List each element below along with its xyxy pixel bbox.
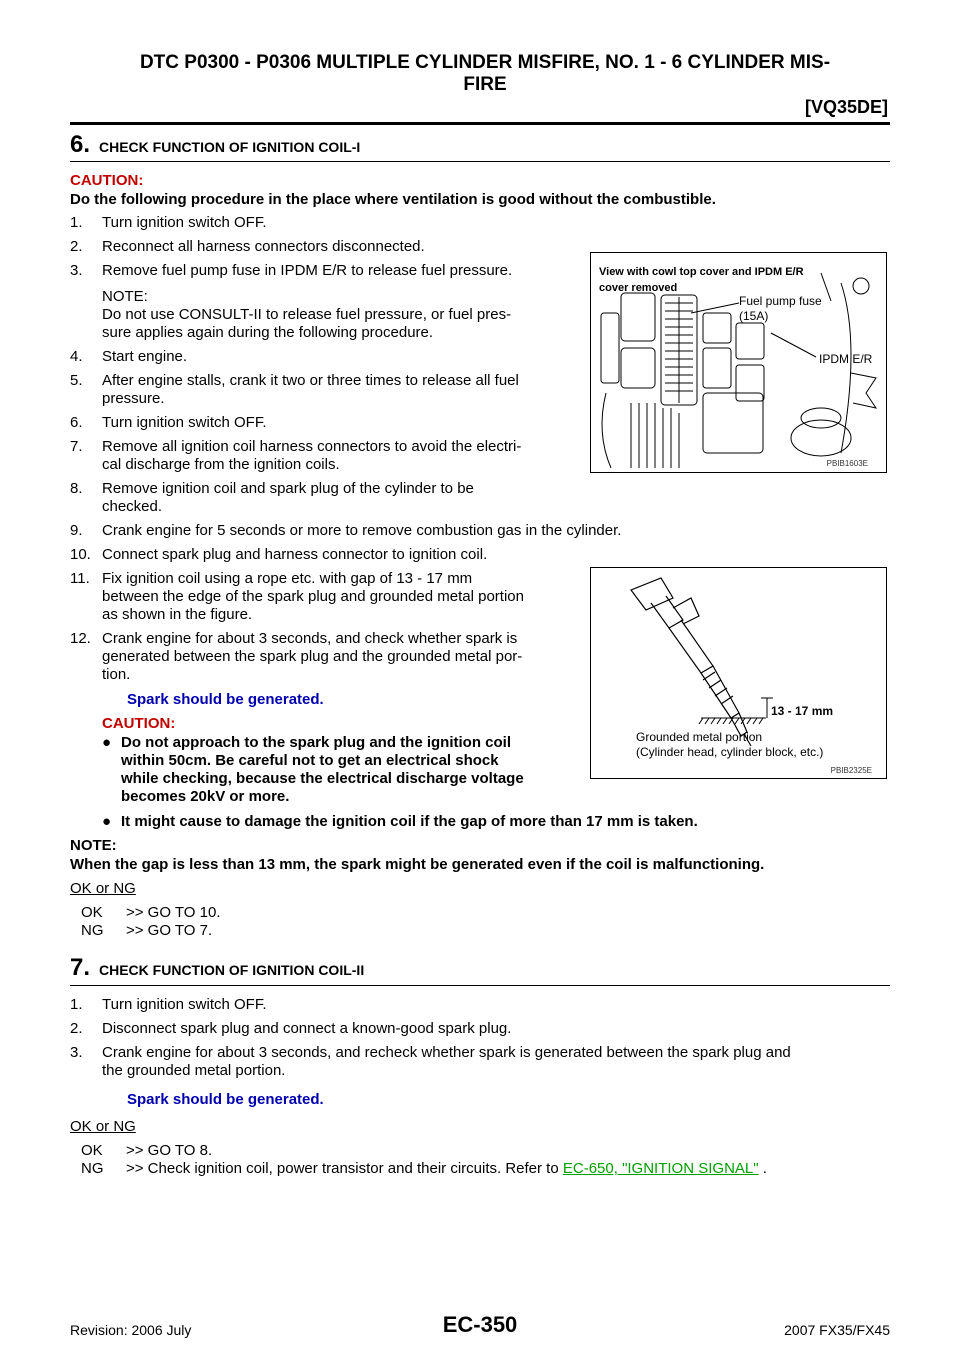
step-6-rule <box>70 161 890 162</box>
spark-gap-figure <box>590 567 887 779</box>
bullet-1-line-2: within 50cm. Be careful not to get an electrical shock <box>121 752 499 769</box>
list-item-cont: cal discharge from the ignition coils. <box>102 456 340 473</box>
ok-or-ng-label: OK or NG <box>70 1118 136 1135</box>
step-7-rule <box>70 985 890 986</box>
ipdm-label: IPDM E/R <box>819 352 873 366</box>
title-line-2: FIRE <box>463 74 507 95</box>
bullet-icon: ● <box>102 813 112 830</box>
bullet-1-line-4: becomes 20kV or more. <box>121 788 290 805</box>
step-6-number: 6. <box>70 131 91 158</box>
ignition-coil-illustration <box>591 568 886 778</box>
ok-label: OK <box>81 1142 103 1159</box>
figure-id: PBIB1603E <box>826 459 868 468</box>
ok-action: >> GO TO 8. <box>126 1142 213 1159</box>
caution-label: CAUTION: <box>70 172 144 189</box>
note-2-label: NOTE: <box>70 837 117 854</box>
note-2-text: When the gap is less than 13 mm, the spark might be generated even if the coil is malfunctioning. <box>70 856 765 873</box>
list-item-cont: generated between the spark plug and the grounded metal por- <box>102 648 523 665</box>
note-line-1: Do not use CONSULT-II to release fuel pressure, or fuel pres- <box>102 306 512 323</box>
ignition-signal-link[interactable]: EC-650, "IGNITION SIGNAL" <box>562 1160 759 1177</box>
list-item-cont: pressure. <box>102 390 165 407</box>
step-7-number: 7. <box>70 954 91 981</box>
figure-caption-1: View with cowl top cover and IPDM E/R <box>599 266 804 278</box>
bullet-1-line-3: while checking, because the electrical discharge voltage <box>121 770 524 787</box>
ipdm-illustration <box>591 253 886 472</box>
bullet-2: It might cause to damage the ignition coil if the gap of more than 17 mm is taken. <box>121 813 698 830</box>
ng-action: >> Check ignition coil, power transistor and their circuits. Refer to EC-650, "IGNITION SIGNAL" . <box>126 1160 767 1177</box>
list-item-cont: tion. <box>102 666 131 683</box>
gap-label: 13 - 17 mm <box>771 704 834 718</box>
page-number: EC-350 <box>442 1312 518 1337</box>
note-label: NOTE: <box>102 288 148 305</box>
ng-action: >> GO TO 7. <box>126 922 213 939</box>
ng-label: NG <box>81 1160 104 1177</box>
ng-label: NG <box>81 922 104 939</box>
caution-label-2: CAUTION: <box>102 715 176 732</box>
ok-action: >> GO TO 10. <box>126 904 221 921</box>
ground-label-1: Grounded metal portion <box>636 730 763 744</box>
fuel-pump-fuse-label: Fuel pump fuse <box>739 294 822 308</box>
step-7-title: CHECK FUNCTION OF IGNITION COIL-II <box>99 962 365 978</box>
bullet-1-line-1: Do not approach to the spark plug and the ignition coil <box>121 734 511 751</box>
list-item-cont: checked. <box>102 498 163 515</box>
figure-caption-2: cover removed <box>599 282 678 294</box>
header-rule <box>70 122 890 125</box>
title-line-1: DTC P0300 - P0306 MULTIPLE CYLINDER MISFIRE, NO. 1 - 6 CYLINDER MIS- <box>139 52 831 73</box>
ok-or-ng-label: OK or NG <box>70 880 136 897</box>
fuse-rating-label: (15A) <box>739 309 769 323</box>
ipdm-fuse-figure <box>590 252 887 473</box>
list-item-cont: the grounded metal portion. <box>102 1062 286 1079</box>
step-6-title: CHECK FUNCTION OF IGNITION COIL-I <box>99 139 361 155</box>
ok-label: OK <box>81 904 103 921</box>
page-title <box>70 52 900 96</box>
spec-text: Spark should be generated. <box>127 691 324 708</box>
ground-label-2: (Cylinder head, cylinder block, etc.) <box>636 745 824 759</box>
figure-id: PBIB2325E <box>830 766 872 775</box>
bullet-icon: ● <box>102 734 112 751</box>
model-label: 2007 FX35/FX45 <box>784 1322 890 1338</box>
note-line-2: sure applies again during the following procedure. <box>102 324 434 341</box>
list-item-cont: between the edge of the spark plug and grounded metal portion <box>102 588 524 605</box>
caution-text: Do the following procedure in the place where ventilation is good without the combustible. <box>70 191 716 208</box>
revision-label: Revision: 2006 July <box>70 1322 192 1338</box>
list-item-cont: as shown in the figure. <box>102 606 253 623</box>
engine-variant: [VQ35DE] <box>804 97 888 117</box>
spec-text: Spark should be generated. <box>127 1091 324 1108</box>
